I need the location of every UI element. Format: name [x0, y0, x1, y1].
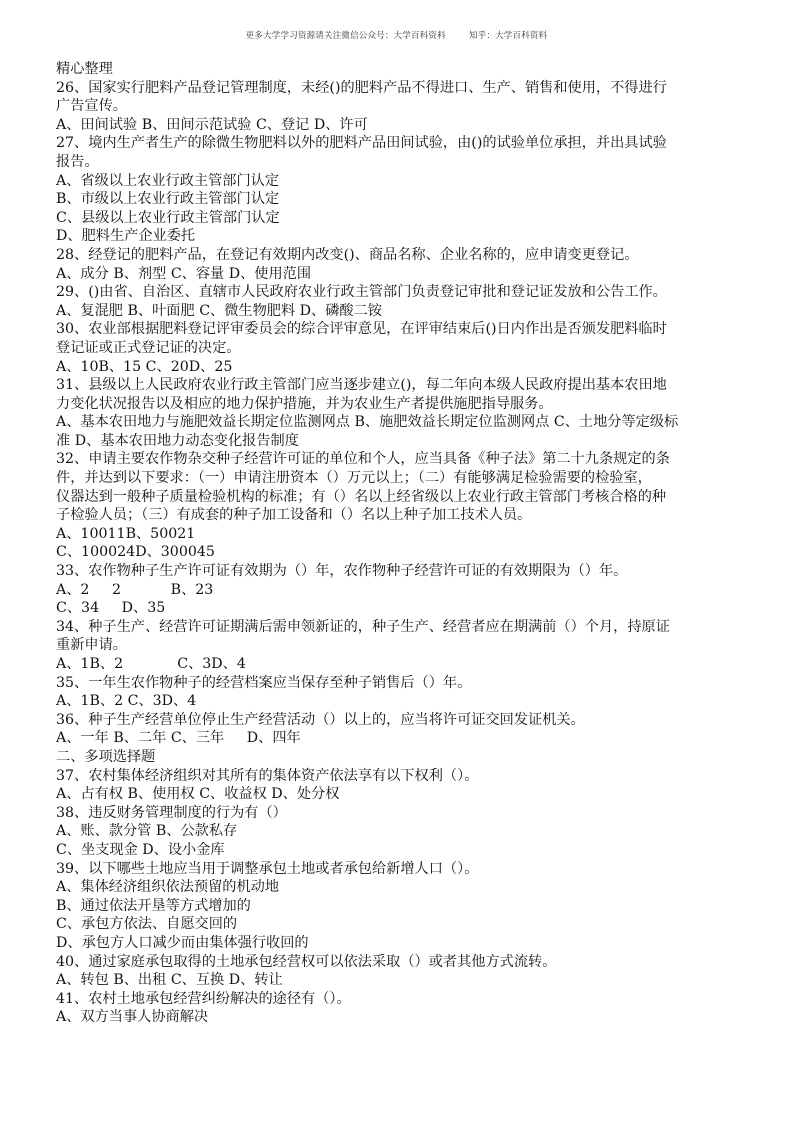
text-line: 子检验人员；（三）有成套的种子加工设备和（）名以上种子加工技术人员。: [56, 507, 532, 524]
text-line: A、2 2 B、23: [56, 581, 214, 598]
text-line: A、一年 B、二年 C、三年 D、四年: [56, 730, 301, 747]
text-line: D、肥料生产企业委托: [56, 228, 196, 245]
text-line: 件，并达到以下要求：（一）申请注册资本（）万元以上；（二）有能够满足检验需要的检验室，: [56, 470, 652, 487]
text-line: A、账、款分管 B、公款私存: [56, 823, 238, 840]
text-line: 力变化状况报告以及相应的地力保护措施，并为农业生产者提供施肥指导服务。: [56, 395, 553, 412]
text-line: A、复混肥 B、叶面肥 C、微生物肥料 D、磷酸二铵: [56, 302, 382, 319]
text-line: A、10011B、50021: [56, 525, 196, 542]
text-line: A、1B、2 C、3D、4: [56, 656, 246, 672]
text-line: 26、国家实行肥料产品登记管理制度，未经()的肥料产品不得进口、生产、销售和使用，不得进行: [56, 79, 667, 96]
text-line: A、田间试验 B、田间示范试验 C、登记 D、许可: [56, 116, 368, 133]
text-line: C、100024D、300045: [56, 544, 215, 561]
text-line: 32、申请主要农作物杂交种子经营许可证的单位和个人，应当具备《种子法》第二十九条规定的条: [56, 451, 670, 468]
text-line: A、成分 B、剂型 C、容量 D、使用范围: [56, 265, 312, 282]
text-line: C、34 D、35: [56, 600, 166, 617]
text-line: A、基本农田地力与施肥效益长期定位监测网点 B、施肥效益长期定位监测网点 C、土地分等定级标: [56, 414, 679, 431]
text-line: A、占有权 B、使用权 C、收益权 D、处分权: [56, 786, 340, 803]
text-line: 仪器达到一般种子质量检验机构的标准；有（）名以上经省级以上农业行政主管部门考核合格的种: [56, 488, 667, 505]
text-line: 27、境内生产者生产的除微生物肥料以外的肥料产品田间试验，由()的试验单位承担，并出具试验: [56, 135, 667, 152]
text-line: 34、种子生产、经营许可证期满后需申领新证的，种子生产、经营者应在期满前（）个月，持原证: [56, 618, 670, 635]
text-line: C、承包方依法、自愿交回的: [56, 916, 238, 933]
text-line: 广告宣传。: [56, 98, 127, 115]
text-line: A、转包 B、出租 C、互换 D、转让: [56, 972, 283, 989]
text-line: 40、通过家庭承包取得的土地承包经营权可以依法采取（）或者其他方式流转。: [56, 953, 557, 970]
text-line: B、通过依法开垦等方式增加的: [56, 897, 251, 914]
text-line: C、县级以上农业行政主管部门认定: [56, 209, 280, 226]
text-line: 二、多项选择题: [56, 748, 156, 765]
text-line: 31、县级以上人民政府农业行政主管部门应当逐步建立()，每二年向本级人民政府提出基本农田地: [56, 377, 667, 394]
text-line: C、坐支现金 D、设小金库: [56, 841, 225, 858]
text-line: 登记证或正式登记证的决定。: [56, 339, 241, 356]
text-line: 36、种子生产经营单位停止生产经营活动（）以上的，应当将许可证交回发证机关。: [56, 711, 585, 728]
text-line: A、双方当事人协商解决: [56, 1009, 209, 1026]
text-line: A、省级以上农业行政主管部门认定: [56, 172, 280, 189]
text-line: A、集体经济组织依法预留的机动地: [56, 879, 280, 896]
text-line: 重新申请。: [56, 637, 127, 654]
page-header: 更多大学学习资源请关注微信公众号：大学百科资料 知乎：大学百科资料: [245, 31, 548, 41]
text-line: 39、以下哪些土地应当用于调整承包土地或者承包给新增人口（）。: [56, 860, 479, 877]
document-body: [56, 60, 746, 1027]
text-line: 报告。: [56, 153, 99, 170]
text-line: 35、一年生农作物种子的经营档案应当保存至种子销售后（）年。: [56, 674, 472, 691]
text-line: 30、农业部根据肥料登记评审委员会的综合评审意见，在评审结束后()日内作出是否颁发肥料临时: [56, 321, 667, 338]
text-line: 33、农作物种子生产许可证有效期为（）年，农作物种子经营许可证的有效期限为（）年。: [56, 563, 628, 580]
text-line: 38、违反财务管理制度的行为有（）: [56, 804, 287, 821]
text-line: 28、经登记的肥料产品，在登记有效期内改变()、商品名称、企业名称的，应申请变更登记。: [56, 246, 639, 263]
text-line: 41、农村土地承包经营纠纷解决的途径有（）。: [56, 990, 351, 1007]
text-line: A、1B、2 C、3D、4: [56, 693, 197, 710]
text-line: 29、()由省、自治区、直辖市人民政府农业行政主管部门负责登记审批和登记证发放和公告工作。: [56, 284, 667, 301]
text-line: 准 D、基本农田地力动态变化报告制度: [56, 432, 299, 449]
text-line: 精心整理: [56, 61, 113, 77]
text-line: A、10B、15 C、20D、25: [56, 358, 233, 375]
text-line: B、市级以上农业行政主管部门认定: [56, 191, 280, 208]
text-line: 37、农村集体经济组织对其所有的集体资产依法享有以下权利（）。: [56, 767, 479, 784]
text-line: D、承包方人口减少而由集体强行收回的: [56, 934, 309, 951]
